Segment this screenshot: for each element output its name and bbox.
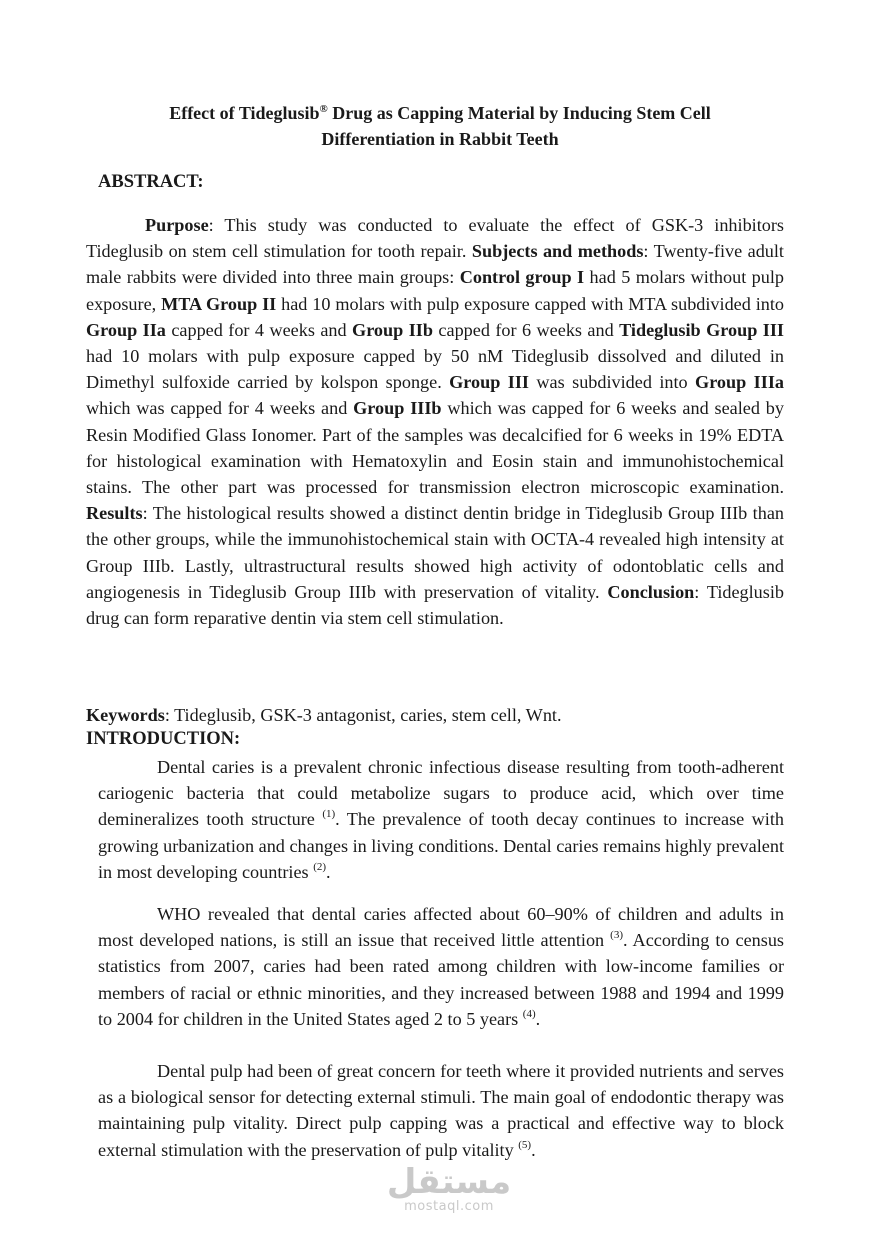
registered-mark: ® — [319, 103, 328, 115]
keywords — [86, 702, 784, 728]
paragraph-text: . According to census statistics from 2007, caries had been rated among children with low-income families or members of racial or ethnic minorities, and they increased between 1988 and 1994 and 1999 to 2004 for children in the United States aged 2 to 5 years — [98, 930, 784, 1029]
paragraph-text: . — [326, 861, 331, 882]
citation: (5) — [518, 1138, 532, 1151]
abstract-bold-term: Results — [86, 503, 143, 524]
abstract-text: capped for 4 weeks and — [165, 319, 353, 340]
abstract-text: : Tideglusib drug can form reparative dentin via stem cell stimulation. — [86, 581, 785, 629]
watermark-logo: مستقل — [386, 1162, 512, 1202]
paragraph-text: . The prevalence of tooth decay continues to increase with growing urbanization and changes in living conditions. Dental caries remains highly prevalent in most developing countries — [98, 809, 784, 882]
introduction-heading: INTRODUCTION: — [86, 729, 241, 749]
paper-title — [60, 100, 820, 152]
abstract-bold-term: Tideglusib Group III — [619, 319, 784, 340]
abstract-bold-term: Group IIIa — [695, 372, 784, 393]
keywords-label: Keywords — [86, 705, 165, 725]
watermark — [384, 1164, 514, 1214]
abstract-bold-term: Purpose — [145, 215, 209, 235]
citation: (4) — [522, 1007, 536, 1020]
abstract-text: capped for 6 weeks and — [432, 319, 620, 340]
title-line2: Differentiation in Rabbit Teeth — [321, 129, 559, 149]
title-part2: Drug as Capping Material by Inducing Stem Cell — [327, 103, 711, 123]
intro-paragraph-3 — [98, 1058, 784, 1163]
paragraph-text: Dental caries is a prevalent chronic infectious disease resulting from tooth-adherent cariogenic bacteria that could metabolize sugars to produce acid, which over time demineralizes tooth structure — [98, 757, 784, 830]
abstract-bold-term: Control group I — [459, 267, 585, 288]
abstract-text: which was capped for 4 weeks and — [86, 398, 354, 419]
citation: (3) — [610, 929, 623, 942]
abstract-bold-term: Group IIa — [86, 319, 166, 340]
abstract-bold-term: Group III — [449, 372, 530, 393]
abstract-text: : Twenty-five adult male rabbits were divided into three main groups: — [86, 241, 784, 288]
abstract-bold-term: Group IIIb — [353, 398, 442, 419]
abstract-bold-term: MTA Group II — [161, 293, 277, 314]
intro-paragraph-2 — [98, 901, 784, 1032]
paragraph-text: Dental pulp had been of great concern for teeth where it provided nutrients and serves as a biological sensor for detecting external stimuli. The main goal of endodontic therapy was maintaining pulp vitality. Direct pulp capping was a practical and effective way to block external stimulation with the preservation of pulp vitality — [98, 1061, 784, 1160]
title-part1: Effect of Tideglusib — [169, 103, 320, 123]
abstract-bold-term: Conclusion — [607, 581, 695, 602]
abstract-bold-term: Subjects and methods — [471, 241, 644, 262]
keywords-text: : Tideglusib, GSK-3 antagonist, caries, stem cell, Wnt. — [164, 705, 562, 725]
abstract-text: had 5 molars without pulp exposure, — [86, 267, 785, 314]
watermark-url: mostaql.com — [404, 1199, 494, 1214]
abstract-text: had 10 molars with pulp exposure capped by 50 nM Tideglusib dissolved and diluted in Dimethyl sulfoxide carried by kolspon sponge. — [86, 346, 784, 393]
abstract-text: which was capped for 6 weeks and sealed by Resin Modified Glass Ionomer. Part of the samples was decalcified for 6 weeks in 19% EDTA for histological examination with Hematoxylin and Eosin stain and immunohistochemical stains. The other part was processed for transmission electron microscopic examination. — [86, 398, 784, 498]
citation: (2) — [313, 860, 327, 873]
paragraph-text: WHO revealed that dental caries affected about 60–90% of children and adults in most developed nations, is still an issue that received little attention — [98, 904, 784, 951]
abstract-body — [86, 212, 784, 631]
abstract-text: had 10 molars with pulp exposure capped with MTA subdivided into — [276, 293, 784, 314]
abstract-bold-term: Group IIb — [352, 319, 433, 340]
abstract-text: : This study was conducted to evaluate the effect of GSK-3 inhibitors Tideglusib on stem cell stimulation for tooth repair. — [86, 215, 784, 262]
citation: (1) — [322, 808, 336, 821]
abstract-text: was subdivided into — [529, 372, 696, 393]
abstract-text: : The histological results showed a distinct dentin bridge in Tideglusib Group IIIb than the other groups, while the immunohistochemical stain with OCTA-4 revealed high intensity at Group IIIb. Lastly, ultrastructural results showed high activity of odontoblatic cells and angiogenesis in Tideglusib Group IIIb with preservation of vitality. — [86, 503, 784, 602]
intro-paragraph-1 — [98, 754, 784, 885]
paragraph-text: . — [531, 1139, 536, 1160]
paragraph-text: . — [535, 1008, 541, 1029]
abstract-heading: ABSTRACT: — [98, 172, 204, 192]
